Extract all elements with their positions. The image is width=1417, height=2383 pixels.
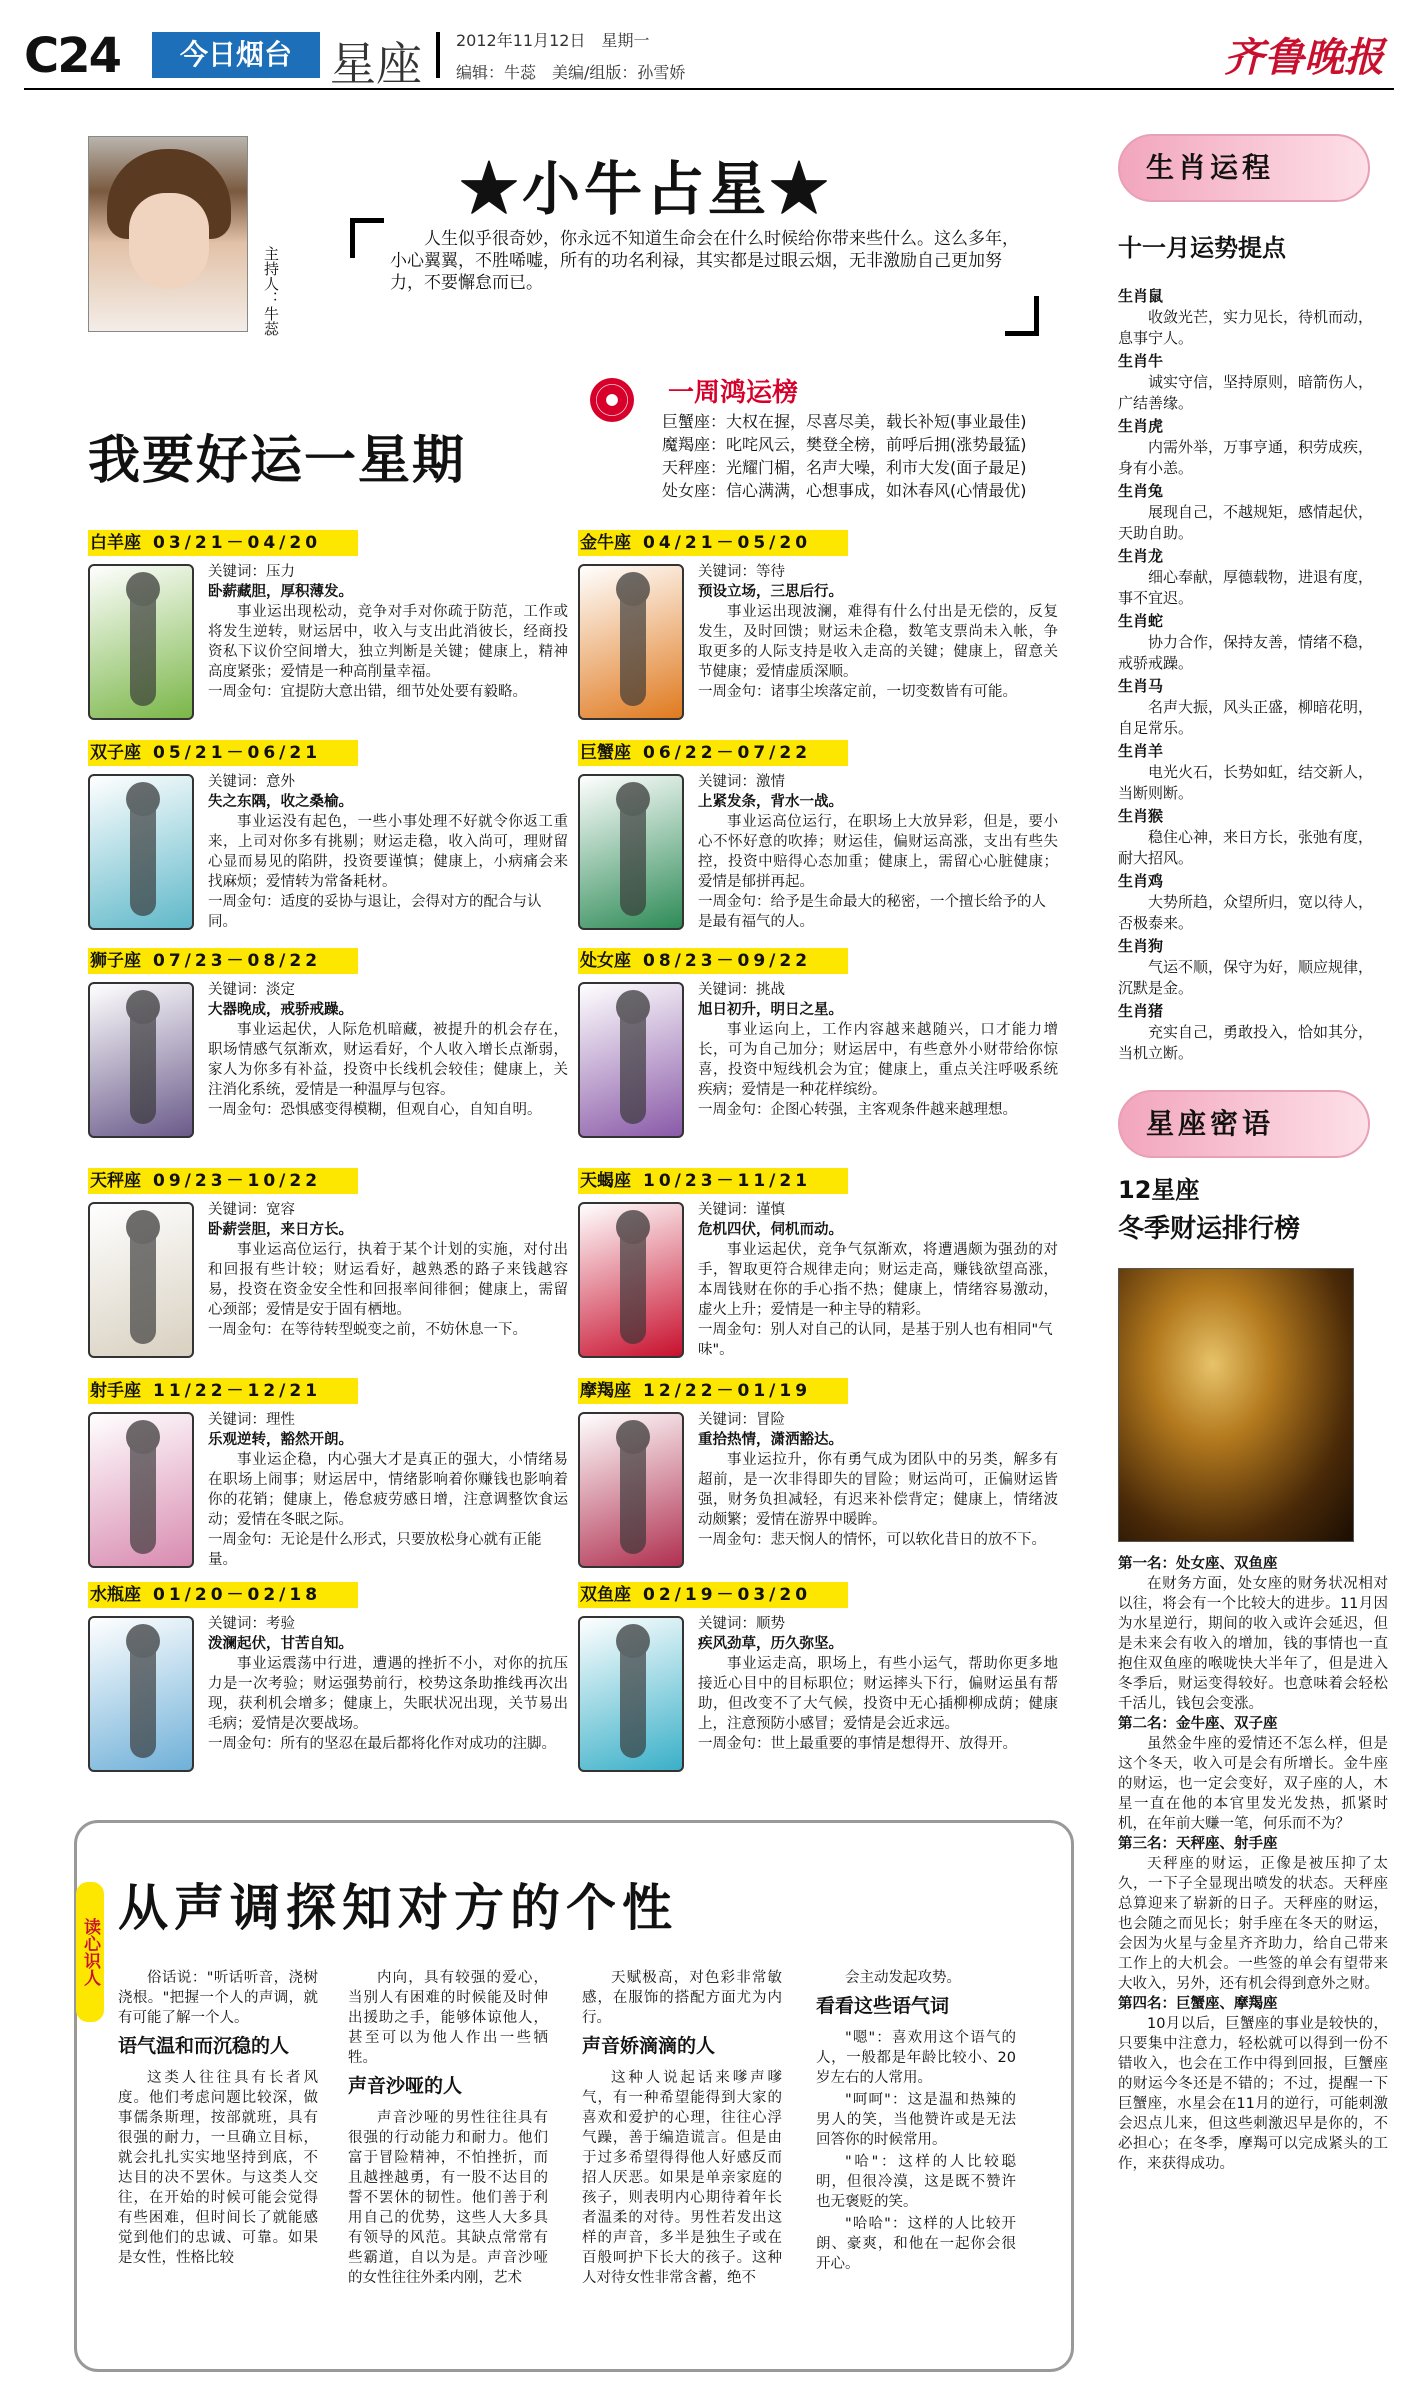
sign-text <box>698 1614 1058 1754</box>
sign-text <box>208 1200 568 1340</box>
article-column <box>348 1968 548 2290</box>
list-item: 巨蟹座：大权在握，尽喜尽美，载长补短(事业最佳) <box>662 412 1027 431</box>
weekly-ranking-list <box>662 410 1027 502</box>
sign-card <box>88 1378 568 1568</box>
sign-illustration <box>88 1202 194 1358</box>
sign-subtitle: 失之东隅，收之桑榆。 <box>208 794 353 810</box>
sign-text <box>698 772 1058 932</box>
sign-text <box>698 562 1058 702</box>
sign-subtitle: 卧薪尝胆，来日方长。 <box>208 1222 353 1238</box>
sign-dates: 06/22－07/22 <box>643 743 812 763</box>
sign-header <box>578 1168 848 1194</box>
weekly-ranking-title: 一周鸿运榜 <box>668 378 799 408</box>
list-item: 天秤座：光耀门楣，名声大噪，利市大发(面子最足) <box>662 458 1027 477</box>
zodiac-text: 内需外举，万事亨通，积劳成疾，身有小恙。 <box>1118 438 1374 477</box>
list-item: 处女座：信心满满，心想事成，如沐春风(心情最优) <box>662 481 1027 500</box>
sign-text <box>698 1200 1058 1360</box>
sign-body: 事业运高位运行，执着于某个计划的实施，对付出和回报有些计较；财运看好，越熟悉的路子来钱越容易，投资在资金安全性和回报率间徘徊；健康上，需留心颈部；爱情是安于固有栖地。 <box>208 1242 568 1318</box>
zodiac-text: 名声大振，风头正盛，柳暗花明，自足常乐。 <box>1118 698 1374 737</box>
list-item <box>1118 806 1378 869</box>
sign-card <box>88 1168 568 1338</box>
sign-week-quote: 一周金句：别人对自己的认同，是基于别人也有相同"气味"。 <box>698 1322 1053 1358</box>
sign-week-quote: 一周金句：给予是生命最大的秘密，一个擅长给予的人是最有福气的人。 <box>698 894 1046 930</box>
sign-header <box>88 948 358 974</box>
sign-keyword: 关键词：挑战 <box>698 982 785 998</box>
list-item: 魔羯座：叱咤风云，樊登全榜，前呼后拥(涨势最猛) <box>662 435 1027 454</box>
sign-body: 事业运高位运行，在职场上大放异彩，但是，要小心不怀好意的吹捧；财运佳，偏财运高涨，支出有些失控，投资中赔得心态加重；健康上，需留心心脏健康；爱情是郁拼再起。 <box>698 814 1058 890</box>
sign-text <box>208 1614 568 1754</box>
list-item <box>1118 546 1378 609</box>
list-item <box>1118 1001 1378 1064</box>
sign-illustration <box>88 982 194 1138</box>
article-paragraph: "呵呵"：这是温和热辣的男人的笑，当他赞许或是无法回答你的时候常用。 <box>816 2092 1016 2148</box>
sign-dates: 07/23－08/22 <box>153 951 322 971</box>
column-title: ★小牛占星★ <box>460 155 833 223</box>
zodiac-text: 诚实守信，坚持原则，暗箭伤人，广结善缘。 <box>1118 373 1374 412</box>
sign-body: 事业运起伏，人际危机暗藏，被提升的机会存在，职场情感气氛渐欢，财运看好，个人收入增长点渐弱，家人为你多有补益，投资中长线机会较佳；健康上，关注消化系统，爱情是一种温厚与包容。 <box>208 1022 568 1098</box>
sign-card <box>88 948 568 1118</box>
rank-heading: 第三名：天秤座、射手座 <box>1118 1836 1278 1852</box>
list-item <box>1118 481 1378 544</box>
sign-name: 处女座 <box>580 951 631 971</box>
zodiac-name: 生肖兔 <box>1118 482 1164 500</box>
page-header <box>24 20 1394 90</box>
sign-subtitle: 大器晚成，戒骄戒躁。 <box>208 1002 353 1018</box>
zodiac-text: 细心奉献，厚德载物，进退有度，事不宜迟。 <box>1118 568 1374 607</box>
star-tag: 星座密语 <box>1118 1090 1370 1158</box>
zodiac-name: 生肖牛 <box>1118 352 1164 370</box>
sign-body: 事业运走高，职场上，有些小运气，帮助你更多地接近心目中的目标职位；财运摔头下行，偏财运虽有帮助，但改变不了大气候，投资中无心插柳柳成荫；健康上，注意预防小感冒；爱情是会近求远。 <box>698 1656 1058 1732</box>
rank-text: 10月以后，巨蟹座的事业是较快的，只要集中注意力，轻松就可以得到一份不错收入，也会在工作中得到回报，巨蟹座的财运今冬还是不错的；不过，提醒一下巨蟹座，水星会在11月的逆行，可能刺激会迟点儿来，但这些刺激迟早是你的，不必担心；在冬季，摩羯可以完成紧头的工作，来获得成功。 <box>1118 2016 1388 2172</box>
article-title: 从声调探知对方的个性 <box>118 1879 678 1937</box>
sign-header <box>578 740 848 766</box>
list-item <box>1118 741 1378 804</box>
sign-text <box>208 772 568 932</box>
sign-body: 事业运向上，工作内容越来越随兴，口才能力增长，可为自己加分；财运居中，有些意外小财带给你惊喜，投资中短线机会为宜；健康上，重点关注呼吸系统疾病；爱情是一种花样缤纷。 <box>698 1022 1058 1098</box>
sign-name: 金牛座 <box>580 533 631 553</box>
sign-card <box>578 1582 1058 1752</box>
sign-text <box>698 1410 1058 1550</box>
zodiac-name: 生肖鼠 <box>1118 287 1164 305</box>
intro-text: 人生似乎很奇妙，你永远不知道生命会在什么时候给你带来些什么。这么多年，小心翼翼，不胜唏嘘，所有的功名利禄，其实都是过眼云烟，无非激励自己更加努力，不要懈怠而已。 <box>390 229 1019 293</box>
sign-keyword: 关键词：宽容 <box>208 1202 295 1218</box>
zodiac-text: 收敛光芒，实力见长，待机而动，息事宁人。 <box>1118 308 1374 347</box>
sign-name: 摩羯座 <box>580 1381 631 1401</box>
article-paragraph: "哈"：这样的人比较聪明，但很冷漠，这是既不赞许也无褒贬的笑。 <box>816 2154 1016 2210</box>
page-number: C24 <box>24 28 121 84</box>
sign-illustration <box>578 774 684 930</box>
sign-week-quote: 一周金句：宜提防大意出错，细节处处要有毅略。 <box>208 684 527 700</box>
sign-name: 双子座 <box>90 743 141 763</box>
rank-item <box>1118 1994 1388 2174</box>
sign-illustration <box>88 1616 194 1772</box>
sign-illustration <box>578 1616 684 1772</box>
zodiac-text: 大势所趋，众望所归，宽以待人，否极泰来。 <box>1118 893 1374 932</box>
sign-name: 双鱼座 <box>580 1585 631 1605</box>
divider <box>436 32 440 78</box>
zodiac-name: 生肖龙 <box>1118 547 1164 565</box>
sign-dates: 10/23－11/21 <box>643 1171 812 1191</box>
sign-illustration <box>88 774 194 930</box>
sign-card <box>88 530 568 700</box>
sign-keyword: 关键词：理性 <box>208 1412 295 1428</box>
sign-text <box>208 1410 568 1570</box>
star-heading: 12星座 <box>1118 1176 1200 1204</box>
zodiac-tag: 生肖运程 <box>1118 134 1370 202</box>
zodiac-name: 生肖马 <box>1118 677 1164 695</box>
sign-dates: 11/22－12/21 <box>153 1381 322 1401</box>
zodiac-name: 生肖狗 <box>1118 937 1164 955</box>
article-column <box>582 1968 782 2290</box>
sign-illustration <box>578 1202 684 1358</box>
host-photo <box>88 136 248 332</box>
sign-header <box>578 948 848 974</box>
sign-subtitle: 卧薪藏胆，厚积薄发。 <box>208 584 353 600</box>
sign-dates: 02/19－03/20 <box>643 1585 812 1605</box>
sign-name: 巨蟹座 <box>580 743 631 763</box>
sign-keyword: 关键词：顺势 <box>698 1616 785 1632</box>
zodiac-text: 展现自己，不越规矩，感情起伏，天助自助。 <box>1118 503 1374 542</box>
sign-week-quote: 一周金句：适度的妥协与退让，会得对方的配合与认同。 <box>208 894 542 930</box>
wealth-ranking <box>1118 1554 1388 2174</box>
article-paragraph: 会主动发起攻势。 <box>845 1970 961 1986</box>
sign-body: 事业运企稳，内心强大才是真正的强大，小情绪易在职场上闹事；财运居中，情绪影响着你赚钱也影响着你的花销；健康上，倦怠疲劳感日增，注意调整饮食运动；爱情在冬眠之际。 <box>208 1452 568 1528</box>
rank-item <box>1118 1554 1388 1714</box>
sign-dates: 03/21－04/20 <box>153 533 322 553</box>
sign-body: 事业运出现松动，竞争对手对你疏于防范，工作或将发生逆转，财运居中，收入与支出此消彼长，经商投资私下议价空间增大，独立判断是关键；健康上，精神高度紧张；爱情是一种高削量幸福。 <box>208 604 568 680</box>
list-item <box>1118 416 1378 479</box>
sign-subtitle: 重拾热情，潇洒豁达。 <box>698 1432 843 1448</box>
sign-header <box>88 1378 358 1404</box>
sign-week-quote: 一周金句：无论是什么形式，只要放松身心就有正能量。 <box>208 1532 542 1568</box>
section-tag: 今日烟台 <box>152 32 320 78</box>
rank-item <box>1118 1834 1388 1994</box>
list-item <box>1118 871 1378 934</box>
sign-header <box>578 1582 848 1608</box>
sign-header <box>88 740 358 766</box>
sign-keyword: 关键词：等待 <box>698 564 785 580</box>
flower-icon <box>590 378 634 422</box>
sign-name: 天秤座 <box>90 1171 141 1191</box>
sign-illustration <box>578 564 684 720</box>
sign-body: 事业运没有起色，一些小事处理不好就令你返工重来，上司对你多有挑剔；财运走稳，收入尚可，理财留心显而易见的陷阱，投资要谨慎；健康上，小病痛会来找麻烦；爱情转为常备耗材。 <box>208 814 568 890</box>
sign-subtitle: 危机四伏，伺机而动。 <box>698 1222 843 1238</box>
host-label: 主持人：牛蕊 <box>262 246 280 336</box>
issue-date: 2012年11月12日 星期一 <box>456 31 650 50</box>
article-subheading: 声音沙哑的人 <box>348 2075 463 2097</box>
sign-subtitle: 旭日初升，明日之星。 <box>698 1002 843 1018</box>
quote-bracket-close <box>1005 296 1039 336</box>
zodiac-text: 充实自己，勇敢投入，恰如其分，当机立断。 <box>1118 1023 1374 1062</box>
sign-subtitle: 泼澜起伏，甘苦自知。 <box>208 1636 353 1652</box>
sign-name: 白羊座 <box>90 533 141 553</box>
sign-card <box>578 740 1058 930</box>
section-name: 星座 <box>330 37 422 91</box>
article-paragraph: 俗话说："听话听音，浇树浇根。"把握一个人的声调，就有可能了解一个人。 <box>118 1970 318 2026</box>
article-paragraph: "哈哈"：这样的人比较开朗、豪爽，和他在一起你会很开心。 <box>816 2216 1016 2272</box>
sign-keyword: 关键词：淡定 <box>208 982 295 998</box>
sign-week-quote: 一周金句：诸事尘埃落定前，一切变数皆有可能。 <box>698 684 1017 700</box>
sign-card <box>578 1168 1058 1358</box>
sign-body: 事业运起伏，竞争气氛渐欢，将遭遇颇为强劲的对手，智取更符合规律走向；财运走高，赚钱欲望高涨，本周钱财在你的手心指不热；健康上，情绪容易激动，虚火上升；爱情是一种主导的精彩。 <box>698 1242 1058 1318</box>
article-paragraph: 声音沙哑的男性往往具有很强的行动能力和耐力。他们富于冒险精神，不怕挫折，而且越挫越勇，有一股不达目的誓不罢休的韧性。他们善于利用自己的优势，这些人大多具有领导的风范。其缺点常常有些霸道，自以为是。声音沙哑的女性往往外柔内刚，艺术 <box>348 2110 548 2286</box>
list-item <box>1118 936 1378 999</box>
sign-header <box>578 1378 848 1404</box>
sign-dates: 04/21－05/20 <box>643 533 812 553</box>
article-paragraph: "嗯"：喜欢用这个语气的人，一般都是年龄比较小、20岁左右的人常用。 <box>816 2030 1016 2086</box>
article-paragraph: 这种人说起话来嗲声嗲气，有一种希望能得到大家的喜欢和爱护的心理，往往心浮气躁，善于编造谎言。但是由于过多希望得得他人好感反而招人厌恶。如果是单亲家庭的孩子，则表明内心期待着年长者温柔的对待。男性若发出这样的声音，多半是独生子或在百般呵护下长大的孩子。这种人对待女性非常含蓄，绝不 <box>582 2070 782 2286</box>
star-subheading: 冬季财运排行榜 <box>1118 1214 1301 1244</box>
rank-text: 天秤座的财运，正像是被压抑了太久，一下子全显现出喷发的状态。天秤座总算迎来了崭新的日子。天秤座的财运，也会随之而见长；射手座在冬天的财运，会因为火星与金星齐齐助力，给自己带来工作上的大机会。一些签的单会有望带来大收入，另外，还有机会得到意外之财。 <box>1118 1856 1388 1992</box>
newspaper-logo: 齐鲁晚报 <box>1224 34 1384 81</box>
sign-dates: 09/23－10/22 <box>153 1171 322 1191</box>
sign-keyword: 关键词：压力 <box>208 564 295 580</box>
sign-header <box>88 530 358 556</box>
zodiac-name: 生肖蛇 <box>1118 612 1164 630</box>
editor-credits: 编辑：牛蕊 美编/组版：孙雪娇 <box>456 63 686 82</box>
sign-card <box>88 1582 568 1752</box>
sign-subtitle: 上紧发条，背水一战。 <box>698 794 843 810</box>
sign-week-quote: 一周金句：悲天悯人的情怀，可以软化昔日的放不下。 <box>698 1532 1046 1548</box>
sign-illustration <box>578 1412 684 1568</box>
sign-name: 射手座 <box>90 1381 141 1401</box>
article-paragraph: 内向，具有较强的爱心，当别人有困难的时候能及时伸出援助之手，能够体谅他人，甚至可以为他人作出一些牺牲。 <box>348 1970 548 2066</box>
sign-keyword: 关键词：冒险 <box>698 1412 785 1428</box>
sign-dates: 05/21－06/21 <box>153 743 322 763</box>
list-item <box>1118 286 1378 349</box>
list-item <box>1118 351 1378 414</box>
zodiac-name: 生肖羊 <box>1118 742 1164 760</box>
sign-header <box>88 1168 358 1194</box>
article-subheading: 语气温和而沉稳的人 <box>118 2035 290 2057</box>
sign-keyword: 关键词：考验 <box>208 1616 295 1632</box>
sign-week-quote: 一周金句：恐惧感变得模糊，但观自心，自知自明。 <box>208 1102 542 1118</box>
rank-text: 在财务方面，处女座的财务状况相对以往，将会有一个比较大的进步。11月因为水星逆行，期间的收入或许会延迟，但是未来会有收入的增加，钱的事情也一直抱住双鱼座的喉咙快大半年了，但是进入冬季后，财运变得较好。也意味着会轻松千活儿，钱包会变涨。 <box>1118 1576 1388 1712</box>
sign-header <box>578 530 848 556</box>
sign-week-quote: 一周金句：在等待转型蜕变之前，不妨休息一下。 <box>208 1322 527 1338</box>
sign-keyword: 关键词：激情 <box>698 774 785 790</box>
sign-name: 天蝎座 <box>580 1171 631 1191</box>
rank-heading: 第一名：处女座、双鱼座 <box>1118 1556 1278 1572</box>
sign-week-quote: 一周金句：企图心转强，主客观条件越来越理想。 <box>698 1102 1017 1118</box>
article-paragraph: 这类人往往具有长者风度。他们考虑问题比较深，做事儒条斯理，按部就班，具有很强的耐力，一旦确立目标，就会扎扎实实地坚持到底，不达目的决不罢休。与这类人交往，在开始的时候可能会觉得有些困难，但时间长了就能感觉到他们的忠诚、可靠。如果是女性，性格比较 <box>118 2070 318 2266</box>
zodiac-name: 生肖猴 <box>1118 807 1164 825</box>
sign-subtitle: 乐观逆转，豁然开朗。 <box>208 1432 353 1448</box>
zodiac-text: 电光火石，长势如虹，结交新人，当断则断。 <box>1118 763 1374 802</box>
sign-card <box>578 948 1058 1118</box>
zodiac-name: 生肖虎 <box>1118 417 1164 435</box>
sign-body: 事业运出现波澜，难得有什么付出是无偿的，反复发生，及时回馈；财运未企稳，数笔支票尚未入帐，争取更多的人际支持是收入走高的关键；健康上，留意关节健康；爱情虚质深顺。 <box>698 604 1058 680</box>
rank-text: 虽然金牛座的爱情还不怎么样，但是这个冬天，收入可是会有所增长。金牛座的财运，也一定会变好，双子座的人，木星一直在他的本官里发光发热，抓紧时机，在年前大赚一笔，何乐而不为？ <box>1118 1736 1388 1832</box>
article-subheading: 看看这些语气词 <box>816 1995 950 2017</box>
sign-card <box>578 530 1058 700</box>
zodiac-name: 生肖猪 <box>1118 1002 1164 1020</box>
sign-week-quote: 一周金句：世上最重要的事情是想得开、放得开。 <box>698 1736 1017 1752</box>
sign-body: 事业运震荡中行进，遭遇的挫折不小，对你的抗压力是一次考验；财运强势前行，校势这条助推线再次出现，获利机会增多；健康上，失眠状况出现，关节易出毛病；爱情是次要战场。 <box>208 1656 568 1732</box>
sign-name: 水瓶座 <box>90 1585 141 1605</box>
zodiac-list <box>1118 286 1378 1066</box>
sign-illustration <box>578 982 684 1138</box>
sign-card <box>88 740 568 930</box>
sign-text <box>208 562 568 702</box>
sign-illustration <box>88 1412 194 1568</box>
zodiac-text: 稳住心神，来日方长，张弛有度，耐大招风。 <box>1118 828 1374 867</box>
sign-text <box>208 980 568 1120</box>
sign-dates: 12/22－01/19 <box>643 1381 812 1401</box>
rank-heading: 第四名：巨蟹座、摩羯座 <box>1118 1996 1278 2012</box>
sign-dates: 01/20－02/18 <box>153 1585 322 1605</box>
quote-bracket-open <box>350 218 384 258</box>
sign-dates: 08/23－09/22 <box>643 951 812 971</box>
sign-subtitle: 疾风劲草，历久弥坚。 <box>698 1636 843 1652</box>
rank-item <box>1118 1714 1388 1834</box>
list-item <box>1118 676 1378 739</box>
sign-header <box>88 1582 358 1608</box>
sign-text <box>698 980 1058 1120</box>
sign-name: 狮子座 <box>90 951 141 971</box>
rank-heading: 第二名：金牛座、双子座 <box>1118 1716 1278 1732</box>
sign-card <box>578 1378 1058 1548</box>
article-subheading: 声音娇滴滴的人 <box>582 2035 716 2057</box>
sign-week-quote: 一周金句：所有的坚忍在最后都将化作对成功的注脚。 <box>208 1736 556 1752</box>
zodiac-subtitle: 十一月运势提点 <box>1118 234 1286 262</box>
coins-photo <box>1118 1268 1354 1542</box>
zodiac-text: 气运不顺，保守为好，顺应规律，沉默是金。 <box>1118 958 1374 997</box>
article-column <box>118 1968 318 2270</box>
zodiac-name: 生肖鸡 <box>1118 872 1164 890</box>
sign-keyword: 关键词：意外 <box>208 774 295 790</box>
sign-subtitle: 预设立场，三思后行。 <box>698 584 843 600</box>
sign-keyword: 关键词：谨慎 <box>698 1202 785 1218</box>
sign-illustration <box>88 564 194 720</box>
article-column <box>816 1968 1016 2276</box>
section-headline: 我要好运一星期 <box>88 431 467 491</box>
list-item <box>1118 611 1378 674</box>
zodiac-text: 协力合作，保持友善，情绪不稳，戒骄戒躁。 <box>1118 633 1374 672</box>
sign-body: 事业运拉升，你有勇气成为团队中的另类，解多有超前，是一次非得即失的冒险；财运尚可，正偏财运皆强，财务负担减轻，有迟来补偿背定；健康上，情绪波动颇繁；爱情在游界中暖眸。 <box>698 1452 1058 1528</box>
article-tag: 读心识人 <box>76 1882 104 2022</box>
article-paragraph: 天赋极高，对色彩非常敏感，在服饰的搭配方面尤为内行。 <box>582 1970 782 2026</box>
